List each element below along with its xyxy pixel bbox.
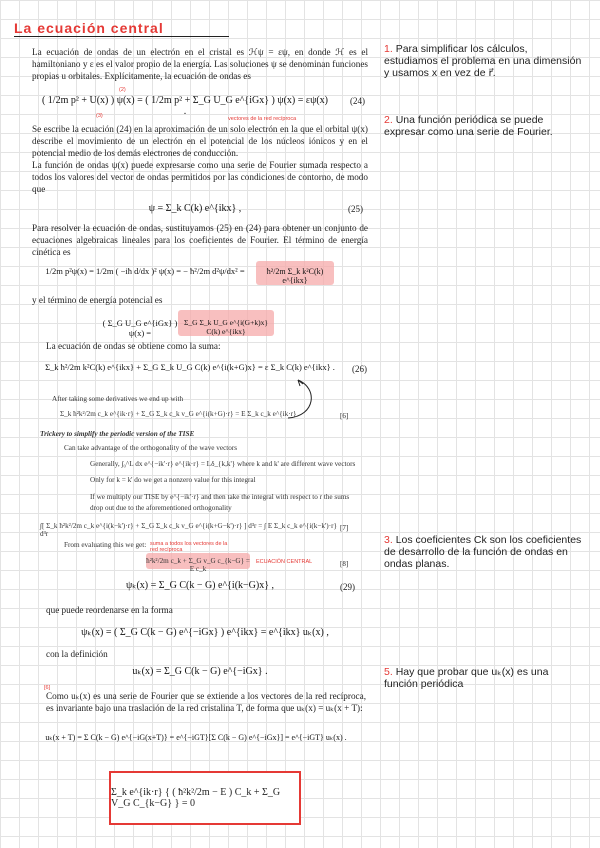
note-multiply: If we multiply our TISE by e^{−ik'·r} and then take the integral with respect to r the sums drop out due to the aforementioned orthogonality [90, 493, 350, 512]
equation-6-number: [6] [340, 412, 349, 420]
annotation-ecuacion-central: ECUACIÓN CENTRAL [256, 559, 313, 565]
note-derivatives: After taking some derivatives we end up with [52, 395, 184, 403]
equation-kinetic: 1/2m p²ψ(x) = 1/2m ( −iħ d/dx )² ψ(x) = − ħ²/2m d²ψ/dx² = [45, 266, 245, 276]
page-title: La ecuación central [14, 20, 229, 37]
paragraph-8: con la definición [46, 649, 108, 659]
equation-potential: ( Σ_G U_G e^{iGx} ) ψ(x) = [102, 318, 178, 338]
equation-26-number: (26) [352, 364, 367, 374]
equation-6: Σ_k ħ²k²/2m c_k e^{ik·r} + Σ_G Σ_k c_k v_G e^{i(k+G)·r} = E Σ_k c_k e^{ik·r} [60, 410, 297, 418]
annotation-6: [6] [44, 685, 51, 691]
heading-trickery: Trickery to simplify the periodic version of the TISE [40, 430, 195, 438]
note-evaluating: From evaluating this we get: [64, 541, 147, 549]
note-generally: Generally, ∫₀^L dx e^{−ik'·r} e^{ik·r} = Lδ_{k,k'} where k and k' are different wave vectors [90, 460, 356, 468]
paragraph-7: que puede reordenarse en la forma [46, 605, 173, 615]
side-note-5-number: 5. [384, 666, 393, 678]
equation-8: ħ²k²/2m c_k + Σ_G v_G c_{k−G} = E c_k [146, 557, 250, 573]
equation-26: Σ_k ħ²/2m k²C(k) e^{ikx} + Σ_G Σ_k U_G C(k) e^{i(k+G)x} = ε Σ_k C(k) e^{ikx} . [45, 362, 335, 372]
side-note-5-text: Hay que probar que uₖ(x) es una función periódica [384, 666, 549, 690]
equation-8-number: [8] [340, 560, 349, 568]
equation-translation: uₖ(x + T) = Σ C(k − G) e^{−iG(x+T)} = e^{−iGT}[Σ C(k − G) e^{−iGx}] = e^{−iGT} uₖ(x) . [45, 733, 347, 742]
equation-25: ψ = Σ_k C(k) e^{ikx} , [148, 203, 242, 214]
paragraph-5: y el término de energía potencial es [32, 295, 163, 305]
equation-kinetic-boxed: ħ²/2m Σ_k k²C(k) e^{ikx} [266, 267, 324, 285]
central-equation: Σ_k e^{ik·r} { ( ħ²k²/2m − E ) C_k + Σ_G V_G C_{k−G} } = 0 [111, 787, 281, 809]
paragraph-4: Para resolver la ecuación de ondas, sustituyamos (25) en (24) para obtener un conjunto de ecuaciones algebraicas lineales para los coeficientes de Fourier. El término de energía cinética es [32, 223, 368, 257]
side-note-3-number: 3. [384, 534, 393, 546]
annotation-2: (2) [119, 87, 126, 93]
paragraph-9: Como uₖ(x) es una serie de Fourier que se extiende a los vectores de la red recíproca, es invariante bajo una traslación de la red cristalina T, de forma que uₖ(x) = uₖ(x + T): [46, 691, 366, 713]
equation-29-number: (29) [340, 582, 355, 592]
side-note-1-text: Para simplificar los cálculos, estudiamos el problema en una dimensión y usamos x en vez de r⃗. [384, 43, 582, 79]
annotation-suma: suma a todos los vectores de la red recíproca [150, 541, 228, 553]
side-note-2-text: Una función periódica se puede expresar como una serie de Fourier. [384, 114, 553, 138]
paragraph-1: La ecuación de ondas de un electrón en el cristal es ℋψ = εψ, en donde ℋ es el hamiltoniano y ε es el valor propio de la energía. Las soluciones ψ se denominan funciones propias u orbitales. Explícitamente, la ecuación de ondas es [32, 47, 368, 81]
equation-definition: uₖ(x) = Σ_G C(k − G) e^{−iGx} . [132, 666, 268, 677]
side-note-2 [384, 114, 584, 138]
curved-arrow-icon [280, 378, 320, 424]
equation-24: ( 1/2m p² + U(x) ) ψ(x) = ( 1/2m p² + Σ_G U_G e^{iGx} ) ψ(x) = εψ(x) . [41, 95, 329, 117]
central-equation-box [109, 771, 301, 825]
paragraph-3: La función de ondas ψ(x) puede expresarse como una serie de Fourier sumada respecto a todos los valores del vector de ondas permitidos por las condiciones de contorno, de modo que [32, 160, 368, 194]
paragraph-6: La ecuación de ondas se obtiene como la suma: [46, 341, 221, 351]
side-note-2-number: 2. [384, 114, 393, 126]
side-note-1 [384, 43, 584, 79]
side-note-3-text: Los coeficientes Ck son los coeficientes de desarrollo de la función de ondas en ondas planas. [384, 534, 582, 570]
equation-potential-boxed: Σ_G Σ_k U_G e^{i(G+k)x} C(k) e^{ikx} [184, 318, 268, 336]
paragraph-2: Se escribe la ecuación (24) en la aproximación de un solo electrón en la que el orbital ψ(x) describe el movimiento de un electrón en el potencial de los núcleos iónicos y en el potencial medio de los demás electrones de conducción. [32, 124, 368, 158]
annotation-vectores-red: vectores de la red recíproca [228, 116, 297, 122]
equation-29: ψₖ(x) = Σ_G C(k − G) e^{i(k−G)x} , [125, 580, 275, 591]
equation-7-number: [7] [340, 524, 349, 532]
side-note-3 [384, 534, 584, 570]
note-orthogonality: Can take advantage of the orthogonality of the wave vectors [64, 444, 238, 452]
equation-reordered: ψₖ(x) = ( Σ_G C(k − G) e^{−iGx} ) e^{ikx} = e^{ikx} uₖ(x) , [81, 627, 329, 638]
annotation-3: (3) [96, 113, 103, 119]
equation-24-number: (24) [350, 96, 365, 106]
equation-7: ∫[ Σ_k ħ²k²/2m c_k e^{i(k−k')·r} + Σ_G Σ_k c_k v_G e^{i(k+G−k')·r} ] d³r = ∫ E Σ_k c_k e^{i(k−k')·r} d³r [40, 522, 337, 538]
side-note-5 [384, 666, 584, 690]
note-only: Only for k = k' do we get a nonzero value for this integral [90, 476, 256, 484]
side-note-1-number: 1. [384, 43, 393, 55]
equation-25-number: (25) [348, 204, 363, 214]
